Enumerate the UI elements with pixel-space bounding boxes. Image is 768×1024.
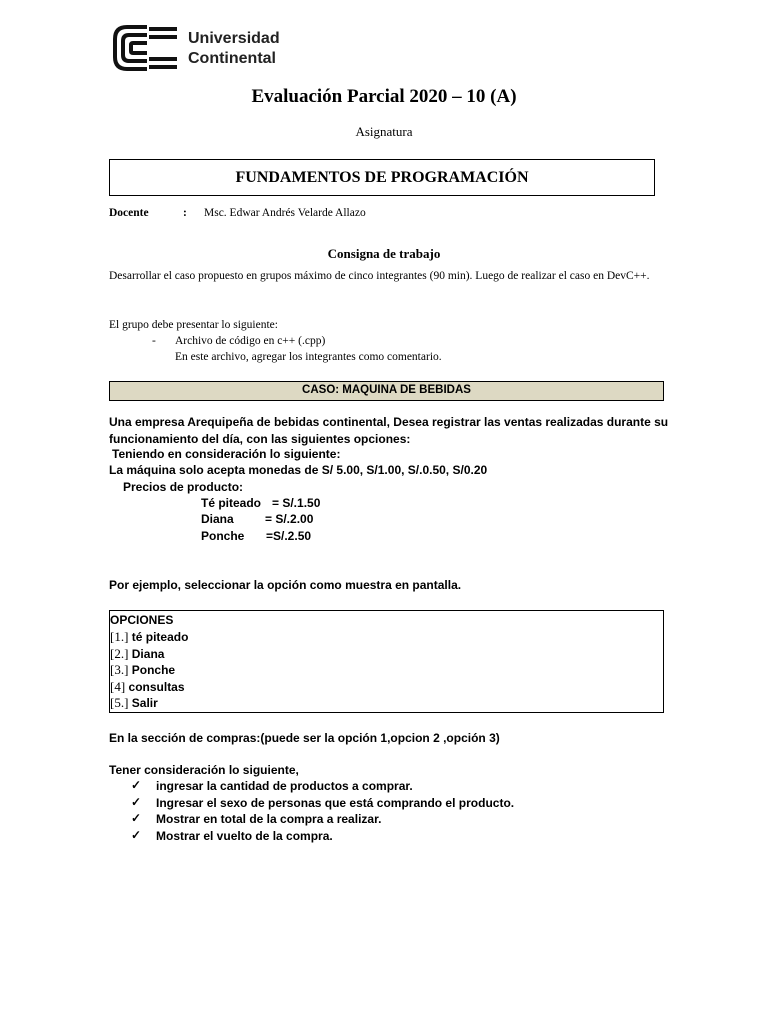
checkmark-icon: ✓ bbox=[131, 795, 142, 809]
option-number: [5.] bbox=[110, 695, 129, 710]
price-value: = S/.2.00 bbox=[265, 512, 314, 526]
logo-line-1: Universidad bbox=[188, 30, 280, 47]
option-label: Salir bbox=[131, 696, 158, 710]
option-label: consultas bbox=[128, 680, 185, 694]
option-item bbox=[110, 695, 158, 711]
option-item bbox=[110, 646, 164, 662]
checklist-text: Mostrar el vuelto de la compra. bbox=[156, 829, 333, 843]
purchase-consider: Tener consideración lo siguiente, bbox=[109, 763, 299, 777]
case-description: Una empresa Arequipeña de bebidas continental, Desea registrar las ventas realizadas durante su funcionamiento del día, con las siguientes opciones: bbox=[109, 415, 669, 446]
logo-mark-icon bbox=[113, 25, 179, 71]
option-number: [4] bbox=[110, 679, 126, 694]
options-box bbox=[109, 610, 664, 713]
teacher-colon: : bbox=[183, 207, 187, 219]
checklist-text: Mostrar en total de la compra a realizar. bbox=[156, 812, 382, 826]
option-label: té piteado bbox=[131, 630, 189, 644]
university-logo bbox=[113, 25, 293, 73]
consider-line: Teniendo en consideración lo siguiente: bbox=[112, 447, 341, 461]
option-item bbox=[110, 679, 185, 695]
price-name: Diana bbox=[201, 512, 234, 526]
option-number: [1.] bbox=[110, 629, 129, 644]
option-label: Diana bbox=[131, 647, 165, 661]
coins-line: La máquina solo acepta monedas de S/ 5.00, S/1.00, S/.0.50, S/0.20 bbox=[109, 463, 488, 477]
price-value: = S/.1.50 bbox=[272, 496, 321, 510]
consigna-title: Consigna de trabajo bbox=[327, 246, 441, 261]
option-number: [3.] bbox=[110, 662, 129, 677]
list-dash: - bbox=[152, 335, 156, 347]
teacher-name: Msc. Edwar Andrés Velarde Allazo bbox=[204, 207, 366, 219]
course-box bbox=[109, 159, 655, 196]
options-title: OPCIONES bbox=[110, 613, 174, 627]
option-number: [2.] bbox=[110, 646, 129, 661]
instructions-paragraph: Desarrollar el caso propuesto en grupos máximo de cinco integrantes (90 min). Luego de realizar el caso en DevC++. bbox=[109, 270, 650, 282]
group-item-continuation: En este archivo, agregar los integrantes como comentario. bbox=[175, 351, 442, 363]
checkmark-icon: ✓ bbox=[131, 811, 142, 825]
logo-line-2: Continental bbox=[188, 50, 276, 67]
purchase-line: En la sección de compras:(puede ser la opción 1,opcion 2 ,opción 3) bbox=[109, 731, 500, 745]
case-title: CASO: MAQUINA DE BEBIDAS bbox=[302, 384, 471, 396]
option-item bbox=[110, 629, 188, 645]
checklist-text: ingresar la cantidad de productos a comprar. bbox=[156, 779, 413, 793]
prices-title: Precios de producto: bbox=[123, 480, 244, 494]
checkmark-icon: ✓ bbox=[131, 778, 142, 792]
group-item-text: Archivo de código en c++ (.cpp) bbox=[175, 335, 326, 347]
option-label: Ponche bbox=[131, 663, 176, 677]
subject-label: Asignatura bbox=[355, 124, 413, 139]
case-title-bar bbox=[109, 381, 664, 401]
price-name: Ponche bbox=[201, 529, 245, 543]
price-value: =S/.2.50 bbox=[266, 529, 312, 543]
price-name: Té piteado bbox=[201, 496, 262, 510]
checkmark-icon: ✓ bbox=[131, 828, 142, 842]
group-intro: El grupo debe presentar lo siguiente: bbox=[109, 319, 278, 331]
example-line: Por ejemplo, seleccionar la opción como muestra en pantalla. bbox=[109, 578, 462, 592]
checklist-text: Ingresar el sexo de personas que está comprando el producto. bbox=[156, 796, 515, 810]
exam-title: Evaluación Parcial 2020 – 10 (A) bbox=[251, 86, 517, 107]
option-item bbox=[110, 662, 175, 678]
course-name: FUNDAMENTOS DE PROGRAMACIÓN bbox=[235, 169, 529, 186]
logo-text bbox=[188, 29, 280, 69]
teacher-label: Docente bbox=[109, 207, 149, 219]
